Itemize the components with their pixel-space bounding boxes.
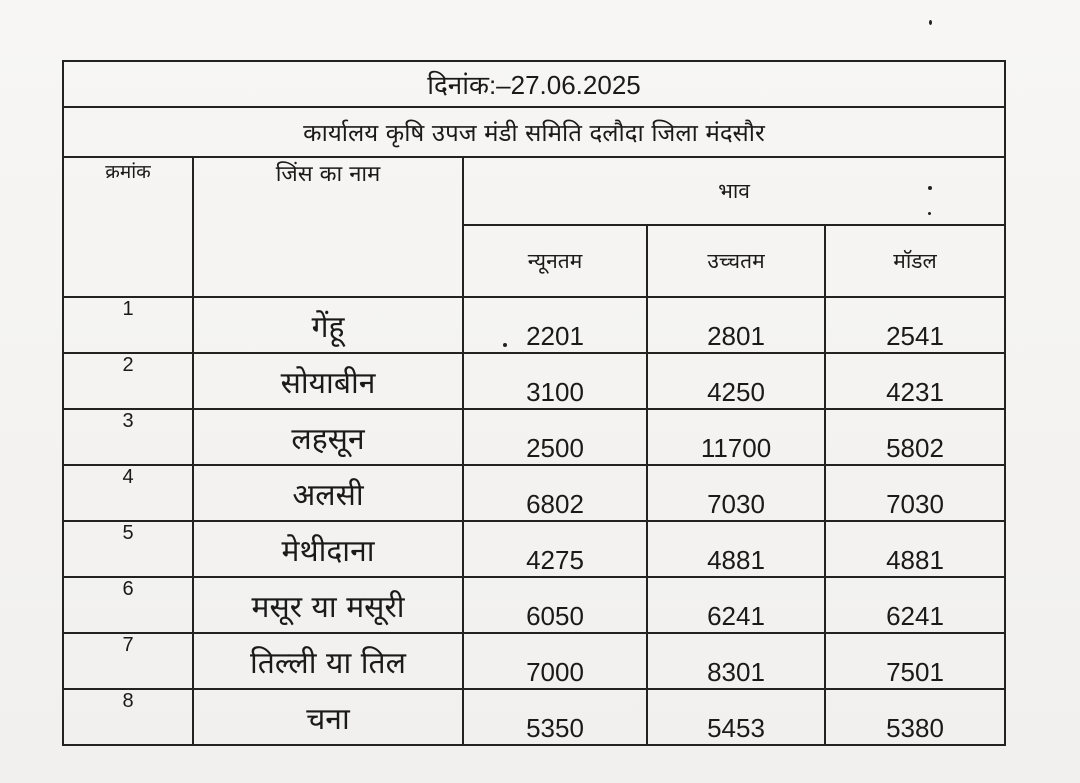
modal-price-cell: 2541 bbox=[825, 297, 1005, 353]
mandi-rates-table bbox=[62, 60, 1006, 746]
table-row bbox=[63, 521, 1005, 577]
ink-speck bbox=[503, 343, 507, 347]
crop-name-cell: सोयाबीन bbox=[193, 353, 463, 409]
serial-cell: 7 bbox=[63, 633, 193, 689]
min-price-cell: 2201 bbox=[463, 297, 647, 353]
ink-speck bbox=[929, 20, 932, 25]
crop-name-cell: मसूर या मसूरी bbox=[193, 577, 463, 633]
max-price-cell: 2801 bbox=[647, 297, 825, 353]
price-group-header: भाव bbox=[463, 157, 1005, 225]
table-row bbox=[63, 297, 1005, 353]
min-price-cell: 2500 bbox=[463, 409, 647, 465]
max-price-cell: 4881 bbox=[647, 521, 825, 577]
serial-cell: 4 bbox=[63, 465, 193, 521]
serial-cell: 8 bbox=[63, 689, 193, 745]
header-row bbox=[63, 157, 1005, 225]
crop-name-cell: गेंहू bbox=[193, 297, 463, 353]
table-row bbox=[63, 465, 1005, 521]
modal-price-cell: 7030 bbox=[825, 465, 1005, 521]
table-row bbox=[63, 353, 1005, 409]
document-date: दिनांक:–27.06.2025 bbox=[63, 61, 1005, 107]
modal-price-cell: 4231 bbox=[825, 353, 1005, 409]
serial-cell: 6 bbox=[63, 577, 193, 633]
min-price-cell: 6802 bbox=[463, 465, 647, 521]
serial-header: क्रमांक bbox=[63, 157, 193, 297]
office-title: कार्यालय कृषि उपज मंडी समिति दलौदा जिला मंदसौर bbox=[63, 107, 1005, 157]
max-price-cell: 8301 bbox=[647, 633, 825, 689]
serial-cell: 1 bbox=[63, 297, 193, 353]
table-body bbox=[63, 297, 1005, 745]
table-row bbox=[63, 409, 1005, 465]
min-price-header: न्यूनतम bbox=[463, 225, 647, 297]
modal-price-cell: 4881 bbox=[825, 521, 1005, 577]
serial-cell: 3 bbox=[63, 409, 193, 465]
crop-name-cell: मेथीदाना bbox=[193, 521, 463, 577]
modal-price-header: मॉडल bbox=[825, 225, 1005, 297]
crop-name-cell: अलसी bbox=[193, 465, 463, 521]
table-row bbox=[63, 633, 1005, 689]
office-row bbox=[63, 107, 1005, 157]
min-price-cell: 3100 bbox=[463, 353, 647, 409]
crop-name-header: जिंस का नाम bbox=[193, 157, 463, 297]
min-price-cell: 6050 bbox=[463, 577, 647, 633]
serial-cell: 2 bbox=[63, 353, 193, 409]
min-price-cell: 4275 bbox=[463, 521, 647, 577]
min-price-cell: 5350 bbox=[463, 689, 647, 745]
modal-price-cell: 7501 bbox=[825, 633, 1005, 689]
ink-speck bbox=[928, 186, 932, 190]
ink-speck bbox=[928, 212, 931, 215]
max-price-header: उच्चतम bbox=[647, 225, 825, 297]
date-row bbox=[63, 61, 1005, 107]
max-price-cell: 7030 bbox=[647, 465, 825, 521]
crop-name-cell: लहसून bbox=[193, 409, 463, 465]
max-price-cell: 11700 bbox=[647, 409, 825, 465]
crop-name-cell: चना bbox=[193, 689, 463, 745]
modal-price-cell: 5380 bbox=[825, 689, 1005, 745]
serial-cell: 5 bbox=[63, 521, 193, 577]
crop-name-cell: तिल्ली या तिल bbox=[193, 633, 463, 689]
modal-price-cell: 5802 bbox=[825, 409, 1005, 465]
modal-price-cell: 6241 bbox=[825, 577, 1005, 633]
max-price-cell: 5453 bbox=[647, 689, 825, 745]
max-price-cell: 4250 bbox=[647, 353, 825, 409]
table-row bbox=[63, 689, 1005, 745]
max-price-cell: 6241 bbox=[647, 577, 825, 633]
table-row bbox=[63, 577, 1005, 633]
min-price-cell: 7000 bbox=[463, 633, 647, 689]
